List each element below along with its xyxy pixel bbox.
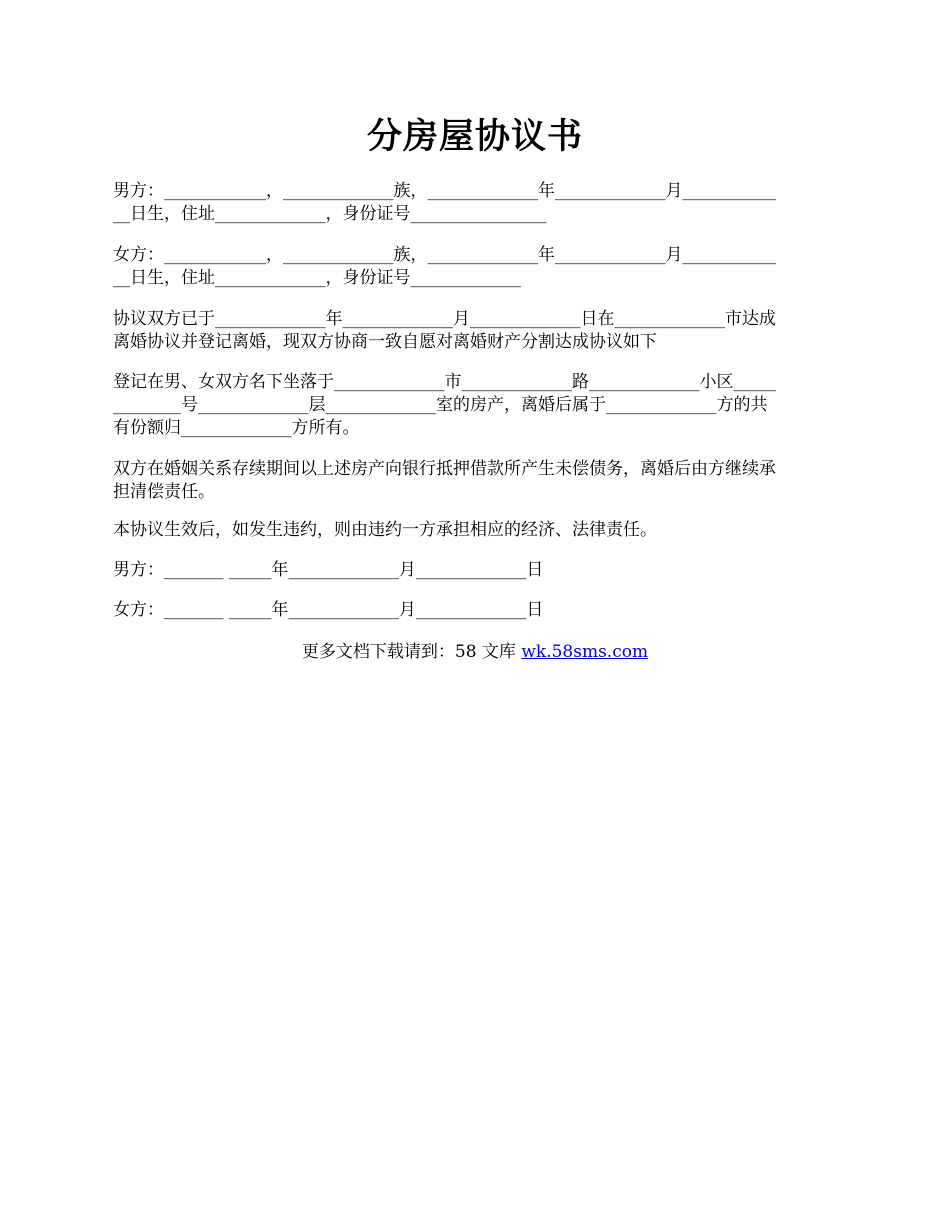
divorce-clause-line-2: 离婚协议并登记离婚，现双方协商一致自愿对离婚财产分割达成协议如下 (113, 332, 657, 352)
debt-clause-line-1: 双方在婚姻关系存续期间以上述房产向银行抵押借款所产生未偿债务，离婚后由方继续承 (113, 459, 776, 479)
footer-link[interactable]: wk.58sms.com (521, 642, 649, 662)
property-clause-line-2: ________号_____________层_____________室的房产，离婚后属于_____________方的共 (113, 395, 768, 415)
document-title: 分房屋协议书 (366, 116, 583, 157)
property-clause-line-1: 登记在男、女双方名下坐落于_____________市_____________路_____________小区_____ (113, 372, 776, 392)
property-clause-line-3: 有份额归_____________方所有。 (113, 418, 360, 438)
male-party-line-2: __日生，住址_____________，身份证号________________ (113, 204, 547, 224)
female-party-line-1: 女方：____________，_____________族，_____________年_____________月___________ (113, 245, 776, 265)
female-signature-line: 女方：_______ _____年_____________月_____________日 (113, 600, 544, 620)
debt-clause-line-2: 担清偿责任。 (113, 482, 215, 502)
footer-text: 更多文档下载请到：58 文库 (301, 642, 522, 662)
male-signature-line: 男方：_______ _____年_____________月_____________日 (113, 560, 544, 580)
breach-clause: 本协议生效后，如发生违约，则由违约一方承担相应的经济、法律责任。 (113, 520, 657, 540)
footer (0, 641, 950, 663)
female-party-line-2: __日生，住址_____________，身份证号_____________ (113, 268, 521, 288)
divorce-clause-line-1: 协议双方已于_____________年_____________月_____________日在_____________市达成 (113, 309, 776, 329)
male-party-line-1: 男方：____________，_____________族，_____________年_____________月___________ (113, 181, 776, 201)
